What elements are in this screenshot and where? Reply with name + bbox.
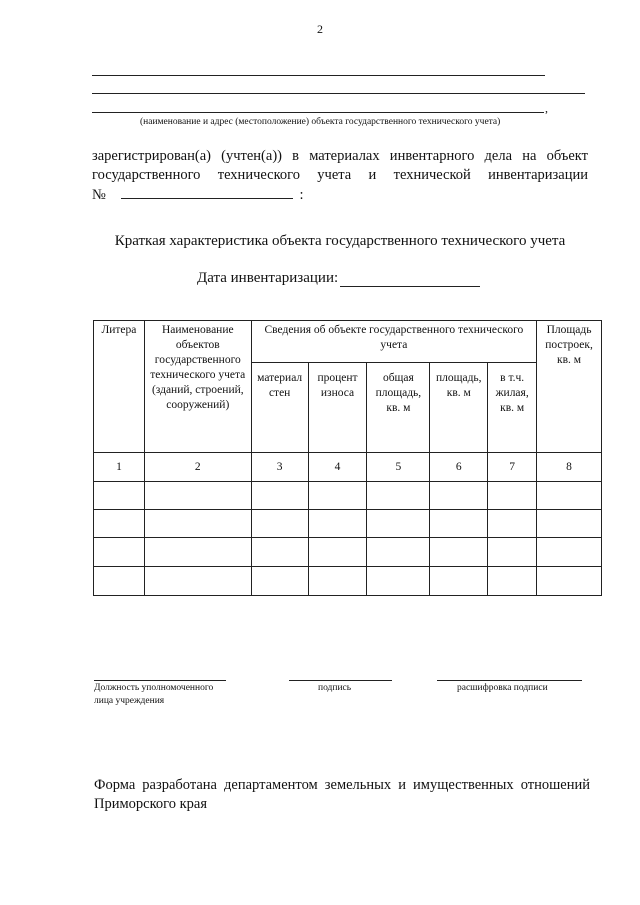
registration-line-1: зарегистрирован(а) (учтен(а)) в материалах инвентарного дела на объект bbox=[92, 148, 588, 164]
position-label-2: лица учреждения bbox=[94, 696, 165, 706]
footer-line-2: Приморского края bbox=[94, 796, 208, 812]
inventory-number-blank bbox=[121, 185, 293, 199]
subheader-total-area: общая площадь, кв. м bbox=[367, 363, 430, 453]
signature-line bbox=[289, 680, 392, 681]
object-name-line-1 bbox=[92, 75, 545, 76]
subheader-area: площадь, кв. м bbox=[430, 363, 488, 453]
header-object-info: Сведения об объекте государственного технического учета bbox=[251, 321, 536, 363]
object-name-line-2 bbox=[92, 93, 585, 94]
object-caption: (наименование и адрес (местоположение) объекта государственного технического учета) bbox=[140, 117, 501, 127]
header-litera: Литера bbox=[94, 321, 145, 453]
column-number: 5 bbox=[367, 453, 430, 482]
decoding-label: расшифровка подписи bbox=[457, 683, 548, 693]
page-number: 2 bbox=[317, 22, 323, 36]
table-row bbox=[94, 538, 602, 567]
column-number: 7 bbox=[488, 453, 537, 482]
inventory-date-label: Дата инвентаризации: bbox=[197, 270, 339, 286]
position-line bbox=[94, 680, 226, 681]
subheader-wear-percent: процент износа bbox=[308, 363, 367, 453]
column-number: 8 bbox=[537, 453, 602, 482]
column-number: 6 bbox=[430, 453, 488, 482]
column-number: 4 bbox=[308, 453, 367, 482]
trailing-comma: , bbox=[545, 101, 548, 115]
subheader-living-area: в т.ч. жилая, кв. м bbox=[488, 363, 537, 453]
position-label-1: Должность уполномоченного bbox=[94, 683, 214, 693]
signature-label: подпись bbox=[318, 683, 352, 693]
object-name-line-3 bbox=[92, 112, 544, 113]
section-title: Краткая характеристика объекта государственного технического учета bbox=[114, 233, 566, 249]
registration-line-2: государственного технического учета и технической инвентаризации bbox=[92, 167, 588, 183]
characteristics-table bbox=[93, 320, 602, 596]
column-number: 2 bbox=[144, 453, 251, 482]
decoding-line bbox=[437, 680, 582, 681]
table-row bbox=[94, 482, 602, 510]
column-number: 3 bbox=[251, 453, 308, 482]
header-built-area: Площадь построек, кв. м bbox=[537, 321, 602, 453]
registration-paragraph bbox=[92, 147, 588, 205]
registration-number-line bbox=[92, 185, 588, 205]
footer-line-1: Форма разработана департаментом земельных и имущественных отношений bbox=[94, 777, 590, 793]
inventory-date-blank bbox=[340, 286, 480, 287]
form-footer-note bbox=[94, 776, 590, 814]
number-prefix: № bbox=[92, 187, 106, 203]
subheader-wall-material: материал стен bbox=[251, 363, 308, 453]
number-suffix: : bbox=[299, 187, 304, 203]
header-object-name: Наименование объектов государственного технического учета (зданий, строений, сооружений) bbox=[144, 321, 251, 453]
table-row bbox=[94, 510, 602, 538]
table-row bbox=[94, 567, 602, 596]
column-number: 1 bbox=[94, 453, 145, 482]
